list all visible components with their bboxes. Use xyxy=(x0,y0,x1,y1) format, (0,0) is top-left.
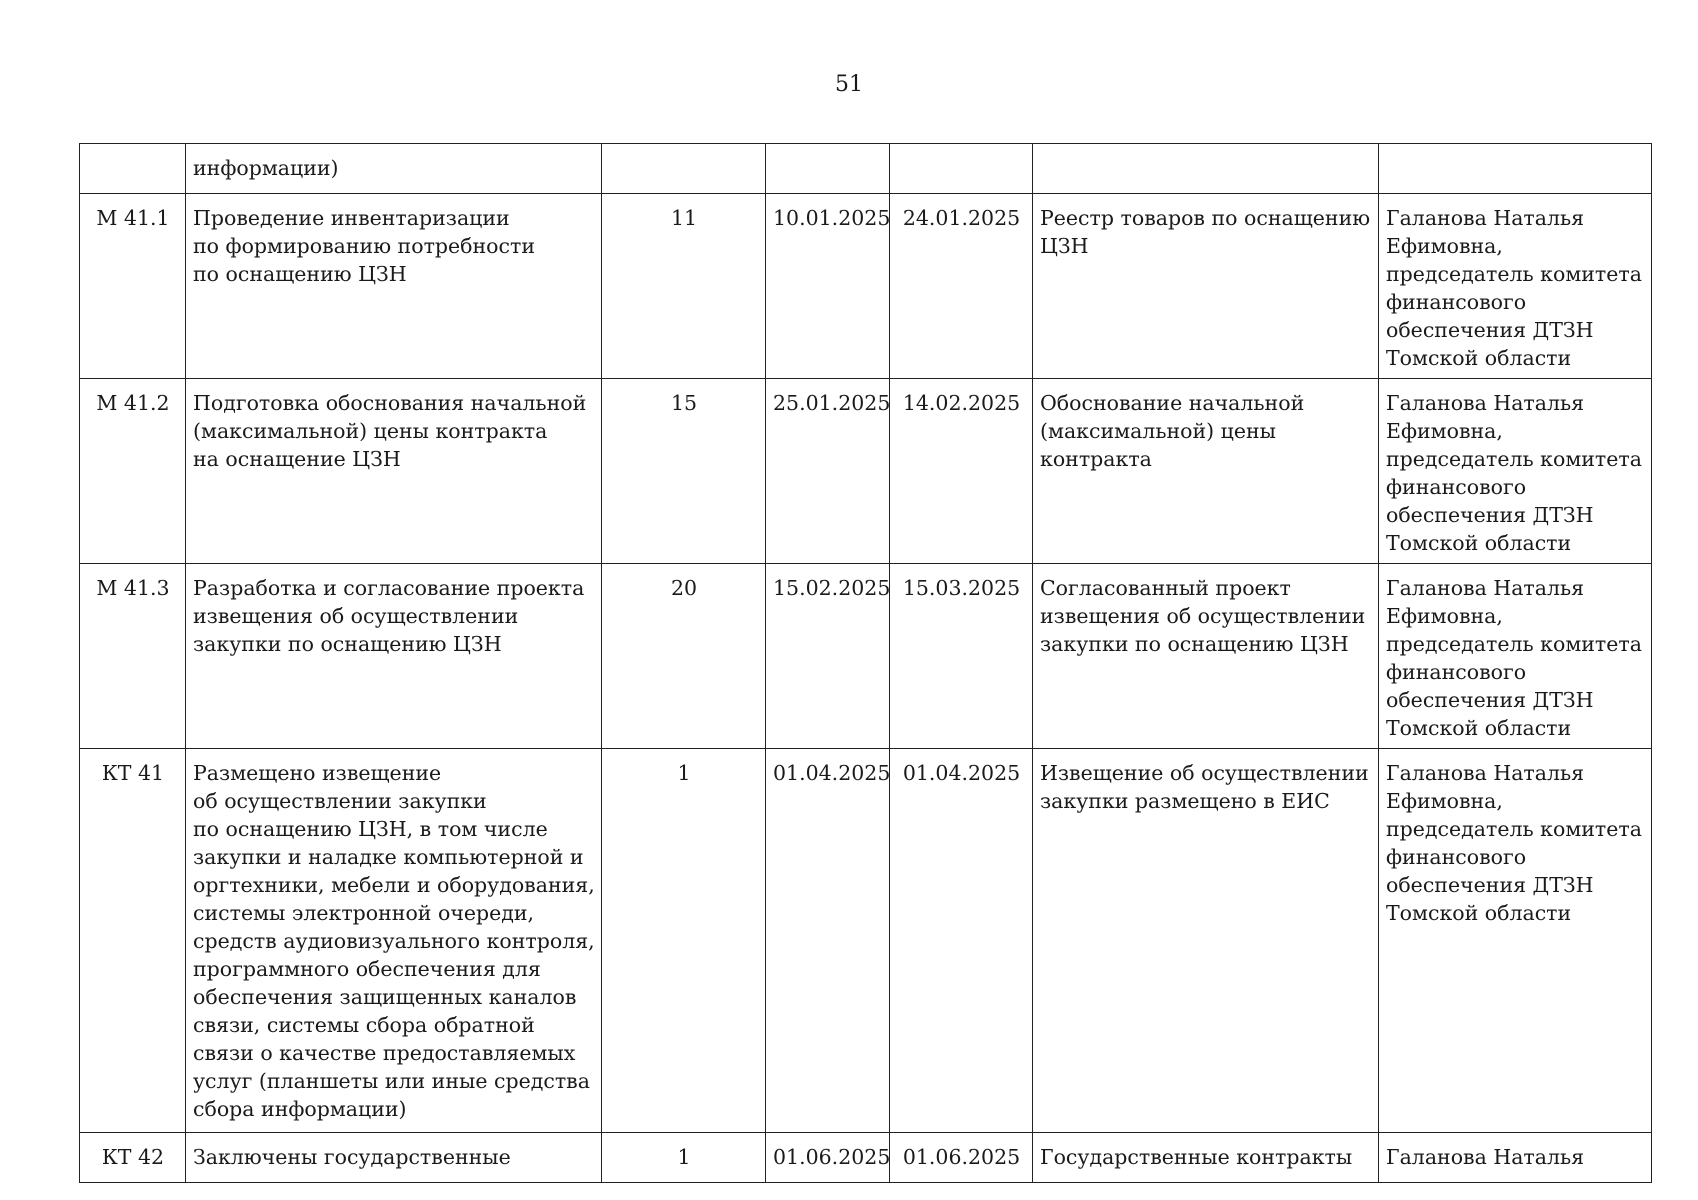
row-name: Размещено извещение об осуществлении закупки по оснащению ЦЗН, в том числе закупки и наладке компьютерной и оргтехники, мебели и оборудования, системы электронной очереди, средств аудиовизуального контроля, программного обеспечения для обеспечения защищенных каналов связи, системы сбора обратной связи о качестве предоставляемых услуг (планшеты или иные средства сбора информации) xyxy=(186,749,602,1133)
row-end-date: 24.01.2025 xyxy=(890,194,1033,379)
row-result: Реестр товаров по оснащению ЦЗН xyxy=(1033,194,1379,379)
table-row xyxy=(80,194,1652,379)
row-result: Извещение об осуществлении закупки размещено в ЕИС xyxy=(1033,749,1379,1133)
row-start-date xyxy=(766,144,890,194)
row-code xyxy=(80,144,186,194)
row-duration: 20 xyxy=(602,564,766,749)
row-code: М 41.1 xyxy=(80,194,186,379)
row-start-date: 10.01.2025 xyxy=(766,194,890,379)
row-responsible: Галанова Наталья xyxy=(1379,1133,1652,1183)
row-code: М 41.3 xyxy=(80,564,186,749)
row-responsible: Галанова Наталья Ефимовна, председатель комитета финансового обеспечения ДТЗН Томской области xyxy=(1379,194,1652,379)
row-duration: 1 xyxy=(602,1133,766,1183)
row-result: Государственные контракты xyxy=(1033,1133,1379,1183)
row-end-date: 14.02.2025 xyxy=(890,379,1033,564)
row-responsible: Галанова Наталья Ефимовна, председатель комитета финансового обеспечения ДТЗН Томской области xyxy=(1379,749,1652,1133)
row-start-date: 01.04.2025 xyxy=(766,749,890,1133)
row-end-date: 15.03.2025 xyxy=(890,564,1033,749)
row-end-date xyxy=(890,144,1033,194)
row-result: Обоснование начальной (максимальной) цены контракта xyxy=(1033,379,1379,564)
row-code: М 41.2 xyxy=(80,379,186,564)
row-duration: 1 xyxy=(602,749,766,1133)
row-start-date: 01.06.2025 xyxy=(766,1133,890,1183)
row-code: КТ 42 xyxy=(80,1133,186,1183)
row-start-date: 25.01.2025 xyxy=(766,379,890,564)
row-result xyxy=(1033,144,1379,194)
row-end-date: 01.06.2025 xyxy=(890,1133,1033,1183)
row-responsible: Галанова Наталья Ефимовна, председатель комитета финансового обеспечения ДТЗН Томской области xyxy=(1379,564,1652,749)
row-name: Проведение инвентаризации по формированию потребности по оснащению ЦЗН xyxy=(186,194,602,379)
row-end-date: 01.04.2025 xyxy=(890,749,1033,1133)
table-row xyxy=(80,1133,1652,1183)
table-row xyxy=(80,749,1652,1133)
row-name: Заключены государственные xyxy=(186,1133,602,1183)
plan-table xyxy=(79,143,1652,1183)
table-row xyxy=(80,144,1652,194)
table-row xyxy=(80,379,1652,564)
row-result: Согласованный проект извещения об осуществлении закупки по оснащению ЦЗН xyxy=(1033,564,1379,749)
row-name: информации) xyxy=(186,144,602,194)
row-start-date: 15.02.2025 xyxy=(766,564,890,749)
row-name: Подготовка обоснования начальной (максимальной) цены контракта на оснащение ЦЗН xyxy=(186,379,602,564)
row-duration: 11 xyxy=(602,194,766,379)
row-duration xyxy=(602,144,766,194)
row-name: Разработка и согласование проекта извещения об осуществлении закупки по оснащению ЦЗН xyxy=(186,564,602,749)
row-duration: 15 xyxy=(602,379,766,564)
row-code: КТ 41 xyxy=(80,749,186,1133)
table-row xyxy=(80,564,1652,749)
row-responsible xyxy=(1379,144,1652,194)
page-number: 51 xyxy=(835,72,863,97)
row-responsible: Галанова Наталья Ефимовна, председатель комитета финансового обеспечения ДТЗН Томской области xyxy=(1379,379,1652,564)
